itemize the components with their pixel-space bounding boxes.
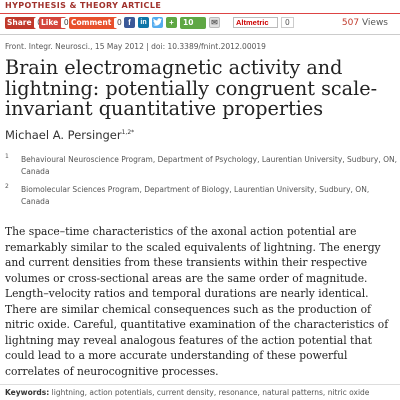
facebook-icon[interactable]: f [124, 17, 135, 28]
like-button-label: Like [41, 18, 59, 27]
comment-button-label: Comment [71, 18, 112, 27]
author-line[interactable] [5, 128, 134, 142]
altmetric-badge[interactable] [233, 17, 278, 28]
author-affiliation-marks: 1,2* [121, 129, 135, 137]
divider [0, 34, 400, 35]
divider [0, 384, 400, 385]
article-type-bar [0, 0, 400, 14]
altmetric-label: Altmetric [236, 18, 269, 27]
views-label: Views [361, 18, 388, 28]
keywords-list: lightning, action potentials, current density, resonance, natural patterns, nitric oxide [51, 388, 370, 397]
share-button-label: Share [7, 18, 32, 27]
keywords-label: Keywords: [5, 388, 50, 397]
share-toolbar [0, 15, 400, 33]
twitter-icon[interactable] [152, 17, 163, 28]
abstract-text: The space–time characteristics of the axonal action potential are remarkably similar to the scaled equivalents of lightning. The energy and current densities from these transients within their respective volumes or cross-sectional areas are the same order of magnitude. Length–velocity ratios and temporal durations are nearly identical. There are similar chemical consequences such as the production of nitric oxide. Careful, quantitative examination of the characteristics of lightning may reveal analogous features of the action potential that could lead to a more accurate understanding of these powerful correlates of neurocognitive processes. [5, 225, 389, 378]
affiliation-1 [5, 154, 397, 178]
divider [0, 13, 400, 14]
affiliation-text: Biomolecular Sciences Program, Department of Biology, Laurentian University, Sudbury, ON, Canada [21, 185, 370, 206]
article-title: Brain electromagnetic activity and lightning: potentially congruent scale-invariant quantitative properties [5, 56, 378, 120]
keywords-line [5, 388, 369, 397]
article-type-label: HYPOTHESIS & THEORY ARTICLE [5, 1, 162, 10]
altmetric-score: 0 [281, 17, 294, 28]
like-count: 0 [61, 18, 72, 28]
plus-icon[interactable]: + [166, 17, 177, 28]
views-counter [342, 18, 388, 28]
citation-line: Front. Integr. Neurosci., 15 May 2012 | doi: 10.3389/fnint.2012.00019 [5, 42, 266, 51]
like-button[interactable] [39, 17, 69, 29]
affiliation-number: 1 [5, 153, 9, 160]
views-count: 507 [341, 18, 360, 28]
affiliation-number: 2 [5, 183, 9, 190]
share-button[interactable] [5, 17, 36, 29]
email-icon[interactable]: ✉ [209, 17, 220, 28]
affiliation-2 [5, 184, 397, 208]
twitter-count: 10 [180, 17, 206, 29]
comment-count: 0 [114, 18, 125, 28]
affiliation-text: Behavioural Neuroscience Program, Department of Psychology, Laurentian University, Sudbury, ON, Canada [21, 155, 397, 176]
author-name[interactable]: Michael A. Persinger [5, 128, 122, 142]
comment-button[interactable] [69, 17, 122, 29]
linkedin-icon[interactable]: in [138, 17, 149, 28]
